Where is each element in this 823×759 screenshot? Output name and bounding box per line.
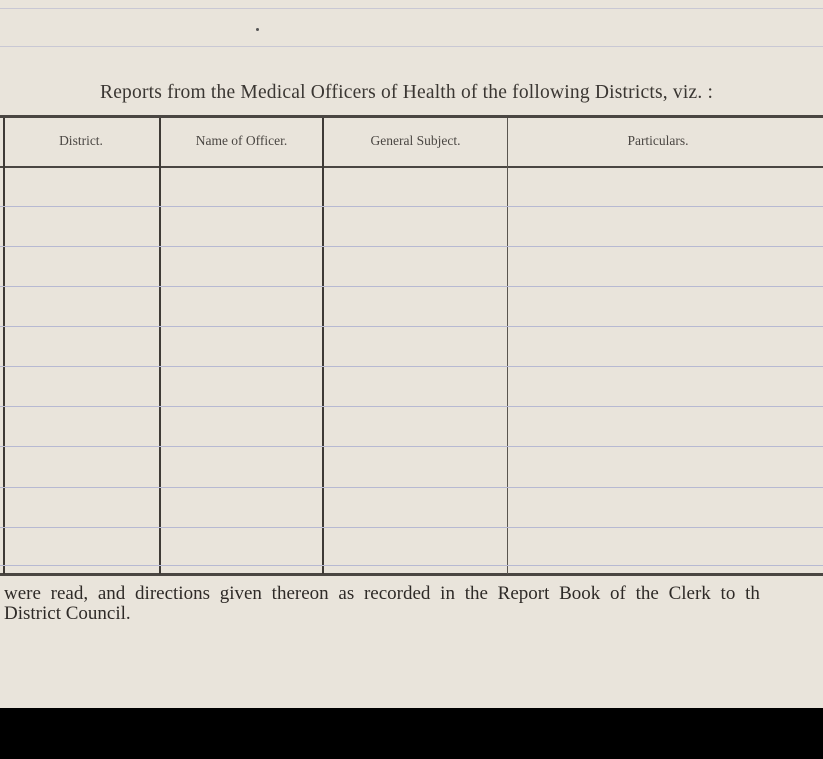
page-heading: Reports from the Medical Officers of Health of the following Districts, viz. : — [100, 82, 714, 103]
table-row — [0, 206, 823, 207]
ruled-line — [0, 46, 823, 47]
column-header-particulars: Particulars. — [627, 133, 689, 148]
ink-speck — [256, 28, 259, 31]
header-bottom-rule — [0, 166, 823, 168]
footer-line-2: District Council. — [4, 603, 131, 624]
table-row — [0, 446, 823, 447]
column-header-district: District. — [59, 133, 103, 148]
footer-text — [4, 584, 760, 624]
column-divider — [159, 118, 161, 574]
left-border — [3, 118, 5, 574]
table-row — [0, 286, 823, 287]
table-row — [0, 366, 823, 367]
table-row — [0, 246, 823, 247]
table-top-rule — [0, 115, 823, 118]
table-row — [0, 565, 823, 566]
table-row — [0, 326, 823, 327]
column-header-officer: Name of Officer. — [195, 133, 288, 148]
table-row — [0, 527, 823, 528]
column-divider — [507, 118, 508, 574]
table-row — [0, 406, 823, 407]
ruled-line — [0, 8, 823, 9]
table-row — [0, 487, 823, 488]
column-header-subject: General Subject. — [370, 133, 461, 148]
table-bottom-rule — [0, 573, 823, 576]
footer-line-1: were read, and directions given thereon as recorded in the Report Book of the Clerk to th — [4, 583, 760, 604]
column-divider — [322, 118, 324, 574]
